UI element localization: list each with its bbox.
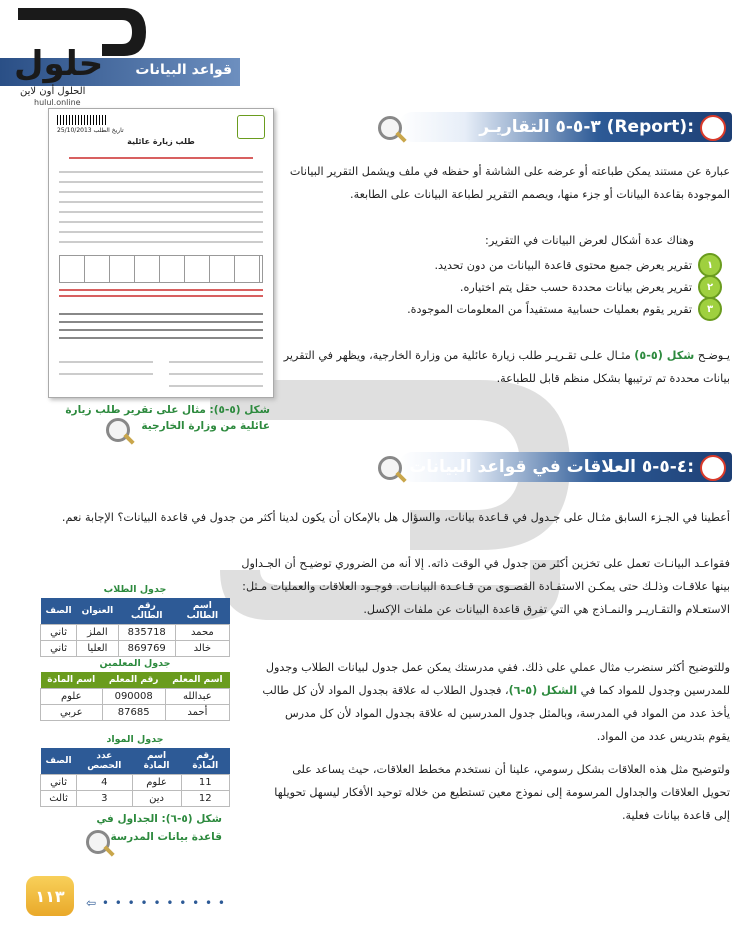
table-row	[41, 641, 230, 657]
table-cell: ثالث	[41, 791, 77, 807]
form-date: تاريخ الطلب 25/10/2013	[57, 127, 124, 134]
table-cell: 4	[77, 775, 132, 791]
teachers-table	[40, 672, 230, 721]
text-segment: وللتوضيح أكثر سنضرب مثال عملي على ذلك. ففي مدرستك يمكن عمل جدول لبيانات الطلاب وجدول للمدرسين وجدول للمواد كما في	[265, 661, 730, 697]
table-cell: أحمد	[165, 705, 229, 721]
table-cell: 869769	[118, 641, 175, 657]
table-row	[41, 689, 230, 705]
table-cell: علوم	[132, 775, 181, 791]
figure-reference: الشكل (٥-٦)	[508, 684, 578, 697]
footer-arrow-icon: ⇦ • • • • • • • • • •	[86, 896, 226, 910]
logo-url: hulul.online	[34, 98, 81, 107]
subjects-table	[40, 748, 230, 807]
table-cell: علوم	[41, 689, 103, 705]
column-header: اسم الطالب	[186, 601, 219, 621]
report-example-paragraph	[282, 344, 730, 390]
column-header: اسم المعلم	[172, 675, 223, 685]
bullet-number: ٢	[698, 275, 722, 299]
magnifier-icon	[106, 418, 130, 442]
table-cell: محمد	[175, 625, 229, 641]
logo-text: حلول	[14, 44, 104, 84]
section-heading-relations	[398, 452, 732, 482]
barcode-icon	[57, 115, 107, 125]
table-cell: 87685	[102, 705, 165, 721]
reports-paragraph: عبارة عن مستند يمكن طباعته أو عرضه على الشاشة أو حفظه في ملف ويشمل التقرير البيانات الموجودة بقاعدة البيانات أو جزء منها، ويصمم التقرير لطباعة البيانات على الطابعة.	[289, 165, 730, 201]
list-item	[282, 254, 722, 276]
form-title: طلب زيارة عائلية	[127, 137, 195, 146]
table-cell: ثاني	[41, 775, 77, 791]
table-row	[41, 625, 230, 641]
magnifier-icon	[378, 456, 402, 480]
reports-intro-list: وهناك عدة أشكال لعرض البيانات في التقرير:	[485, 234, 694, 247]
section-marker-icon	[700, 115, 726, 141]
table-cell: 835718	[118, 625, 175, 641]
table-row	[41, 705, 230, 721]
list-item	[282, 298, 722, 320]
section-marker-icon	[700, 455, 726, 481]
column-header: رقم الطالب	[130, 601, 163, 621]
table-caption-subjects: جدول المواد	[106, 734, 164, 745]
list-item-text: تقرير يعرض جميع محتوى قاعدة البيانات من دون تحديد.	[434, 258, 692, 272]
table-cell: 3	[77, 791, 132, 807]
figure-caption-tables: شكل (٥-٦): الجداول في قاعدة بيانات المدرسة	[96, 813, 222, 843]
column-header: اسم المادة	[47, 675, 96, 685]
relations-paragraph-1: أعطينا في الجـزء السابق مثـال على جـدول في قـاعدة بيانات، والسؤال هل بالإمكان أن يكون لدينا أكثر من جدول في قاعدة البيانات؟ الإجابة نعم.	[61, 511, 730, 524]
column-header: رقم المادة	[192, 751, 219, 771]
section-title: ٤-٥-٥ العلاقات في قواعد البيانات:	[409, 457, 694, 477]
list-item	[282, 276, 722, 298]
report-form-image	[48, 108, 274, 398]
site-logo	[14, 4, 154, 107]
table-cell: الملز	[77, 625, 119, 641]
section-heading-reports	[398, 112, 732, 142]
page-number: ١١٣	[26, 876, 74, 916]
text-segment: ، فجدول الطلاب له علاقة بجدول المواد لأن كل طالب يأخذ عدد من المواد في المدرسة، وبالمثل جدول المدرسين له علاقة بجدول المواد لأن كل مدرس يقوم بتدريس عدد من المواد.	[262, 684, 730, 743]
students-table	[40, 598, 230, 657]
table-row	[41, 791, 230, 807]
table-cell: ثاني	[41, 625, 77, 641]
relations-paragraph-3	[262, 656, 730, 748]
relations-paragraph-2: فقواعـد البيانـات تعمل على تخزين أكثر من جدول في الوقت ذاته. إلا أنه من الضروري توضيـح أن الجـداول بينها علاقـات وذلـك حتى يمكـن الاستفـادة القصـوى من قـاعـدة البيانـات. فوجـود العلاقات والعمليات مـثل: الاستعـلام والتقـاريـر والنمـاذج هي التي تفرق قاعدة البيانات عن ملفات الإكسل.	[241, 557, 730, 616]
magnifier-icon	[86, 830, 110, 854]
column-header: العنوان	[81, 606, 114, 616]
table-cell: عبدالله	[165, 689, 229, 705]
relations-paragraph-4: ولتوضيح مثل هذه العلاقات بشكل رسومي، علينا أن نستخدم مخطط العلاقات، حيث يساعد على تحويل العلاقات والجداول المرسومة إلى نموذج معين تستطيع من خلاله توحيد الأفكار ليسهل تحويلها إلى قاعدة بيانات فعلية.	[274, 763, 730, 822]
table-cell: ثاني	[41, 641, 77, 657]
magnifier-icon	[378, 116, 402, 140]
figure-reference: شكل (٥-٥)	[634, 349, 695, 362]
report-types-list	[282, 254, 722, 320]
table-cell: خالد	[175, 641, 229, 657]
table-cell: العليا	[77, 641, 119, 657]
table-cell: 12	[181, 791, 229, 807]
text-segment: يـوضـح	[694, 349, 730, 362]
figure-caption-report: شكل (٥-٥): مثال على تقرير طلب زيارة عائلية من وزارة الخارجية	[65, 404, 270, 432]
list-item-text: تقرير يقوم بعمليات حسابية مستفيداً من المعلومات الموجودة.	[407, 302, 692, 316]
bullet-number: ١	[698, 253, 722, 277]
column-header: عدد الحصص	[87, 751, 122, 771]
list-item-text: تقرير يعرض بيانات محددة حسب حقل يتم اختياره.	[459, 280, 692, 294]
table-caption-students: جدول الطلاب	[103, 584, 167, 595]
text-segment: مثـال علـى تقـريـر طلب زيارة عائلية من وزارة الخارجية، ويظهر في التقرير بيانات محددة تم ترتيبها بشكل منظم قابل للطباعة.	[283, 349, 730, 385]
table-caption-teachers: جدول المعلمين	[99, 658, 171, 669]
column-header: الصف	[45, 606, 72, 616]
section-title: ٣-٥-٥ التقاريـر (Report):	[479, 117, 694, 137]
chapter-title: قواعد البيانات	[135, 62, 232, 78]
table-cell: 090008	[102, 689, 165, 705]
table-row	[41, 775, 230, 791]
column-header: الصف	[45, 756, 72, 766]
column-header: رقم المعلم	[108, 675, 159, 685]
bullet-number: ٣	[698, 297, 722, 321]
ministry-logo-icon	[237, 115, 265, 139]
table-cell: 11	[181, 775, 229, 791]
logo-subtitle: الحلول أون لاين	[20, 86, 86, 97]
table-cell: عربي	[41, 705, 103, 721]
column-header: اسم المادة	[143, 751, 170, 771]
table-cell: دين	[132, 791, 181, 807]
